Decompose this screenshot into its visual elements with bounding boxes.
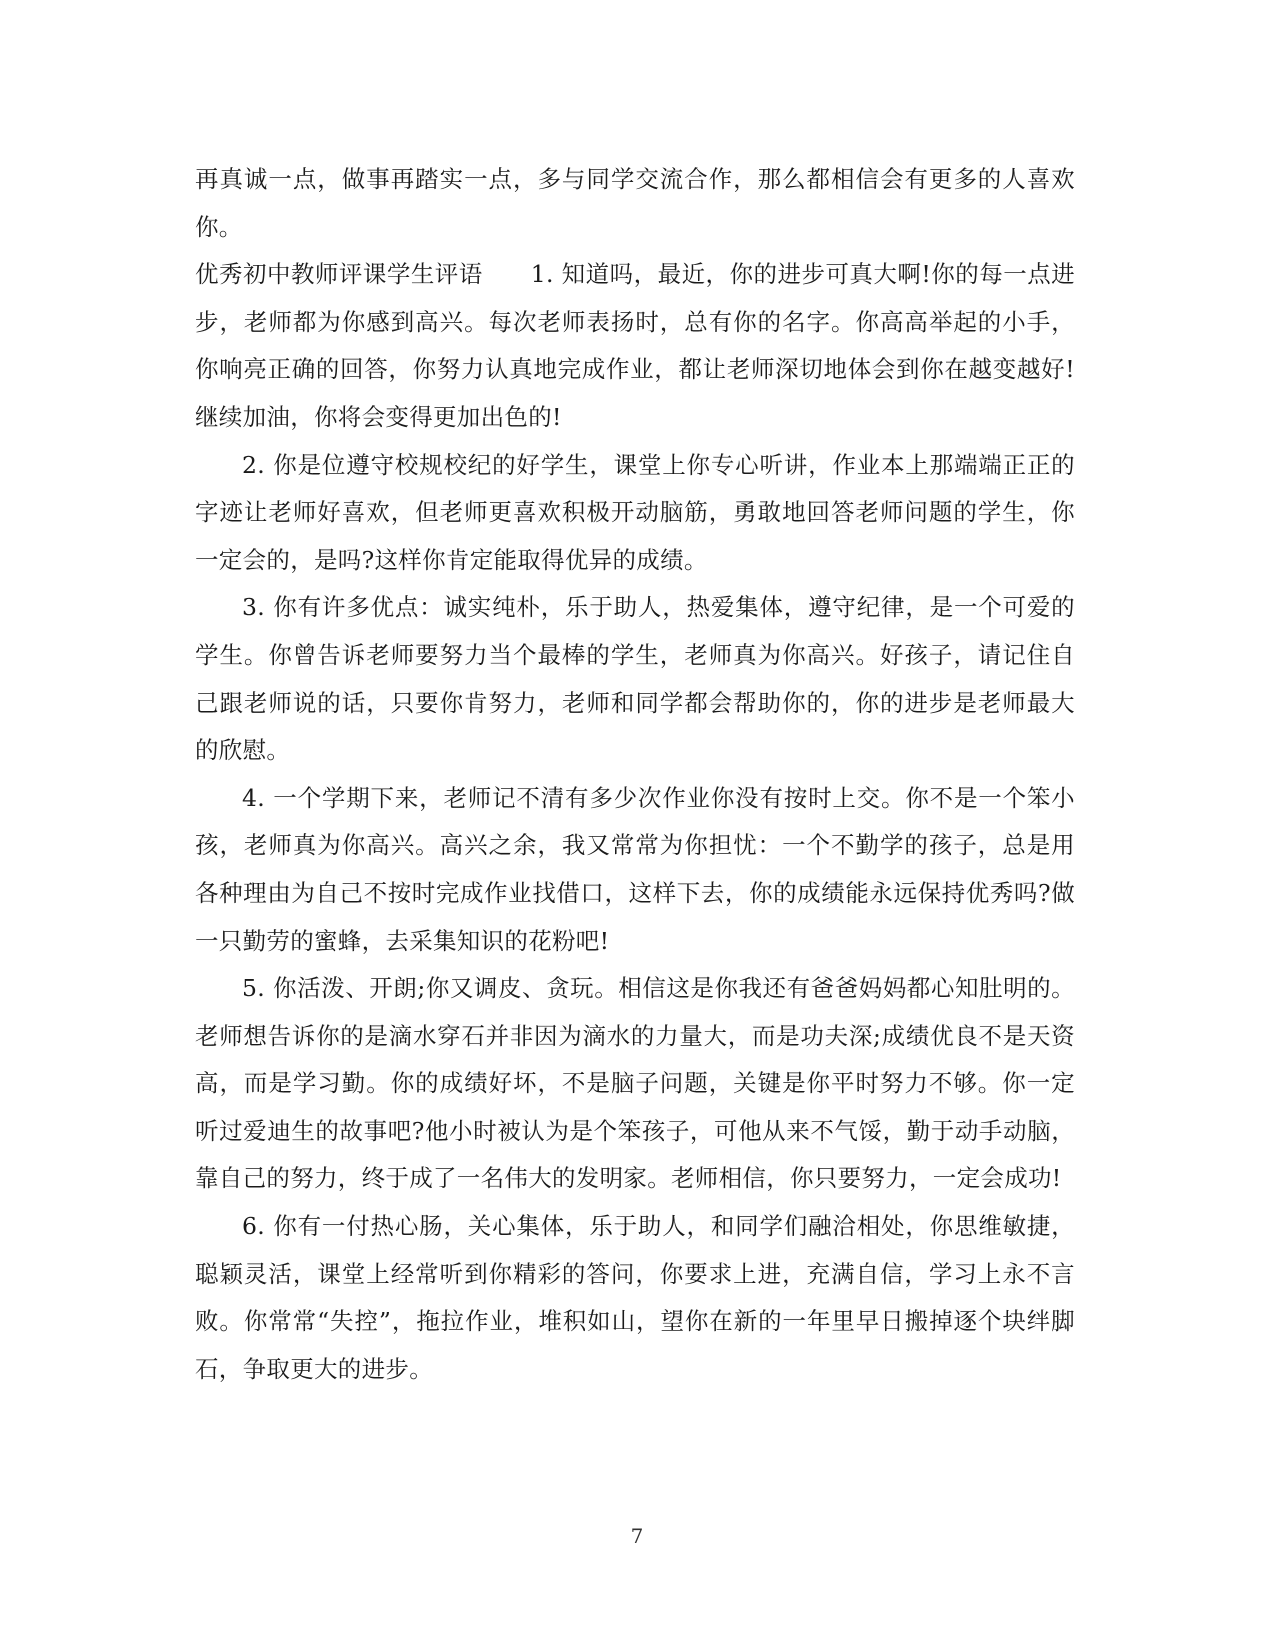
paragraph-item-6: 6. 你有一付热心肠，关心集体，乐于助人，和同学们融洽相处，你思维敏捷，聪颖灵活，课堂上经常听到你精彩的答问，你要求上进，充满自信，学习上永不言败。你常常“失控”，拖拉作业，堆积如山，望你在新的一年里早日搬掉逐个块绊脚石，争取更大的进步。 [195, 1212, 1075, 1383]
paragraph-continuation: 再真诚一点，做事再踏实一点，多与同学交流合作，那么都相信会有更多的人喜欢你。 [195, 165, 1075, 241]
page-number: 7 [630, 1524, 644, 1548]
paragraph-item-4: 4. 一个学期下来，老师记不清有多少次作业你没有按时上交。你不是一个笨小孩，老师真为你高兴。高兴之余，我又常常为你担忧：一个不勤学的孩子，总是用各种理由为自己不按时完成作业找借口，这样下去，你的成绩能永远保持优秀吗?做一只勤劳的蜜蜂，去采集知识的花粉吧! [195, 783, 1075, 955]
paragraph-section-heading-item-1: 优秀初中教师评课学生评语 1. 知道吗，最近，你的进步可真大啊!你的每一点进步，老师都为你感到高兴。每次老师表扬时，总有你的名字。你高高举起的小手，你响亮正确的回答，你努力认真地完成作业，都让老师深切地体会到你在越变越好!继续加油，你将会变得更加出色的! [195, 260, 1075, 431]
paragraph-item-3: 3. 你有许多优点：诚实纯朴，乐于助人，热爱集体，遵守纪律，是一个可爱的学生。你曾告诉老师要努力当个最棒的学生，老师真为你高兴。好孩子，请记住自己跟老师说的话，只要你肯努力，老师和同学都会帮助你的，你的进步是老师最大的欣慰。 [195, 593, 1075, 765]
paragraph-item-5: 5. 你活泼、开朗;你又调皮、贪玩。相信这是你我还有爸爸妈妈都心知肚明的。老师想告诉你的是滴水穿石并非因为滴水的力量大，而是功夫深;成绩优良不是天资高，而是学习勤。你的成绩好坏，不是脑子问题，关键是你平时努力不够。你一定听过爱迪生的故事吧?他小时被认为是个笨孩子，可他从来不气馁，勤于动手动脑，靠自己的努力，终于成了一名伟大的发明家。老师相信，你只要努力，一定会成功! [195, 974, 1075, 1193]
document-body [195, 156, 1075, 1393]
paragraph-item-2: 2. 你是位遵守校规校纪的好学生，课堂上你专心听讲，作业本上那端端正正的字迹让老师好喜欢，但老师更喜欢积极开动脑筋，勇敢地回答老师问题的学生，你一定会的，是吗?这样你肯定能取得优异的成绩。 [195, 450, 1075, 574]
